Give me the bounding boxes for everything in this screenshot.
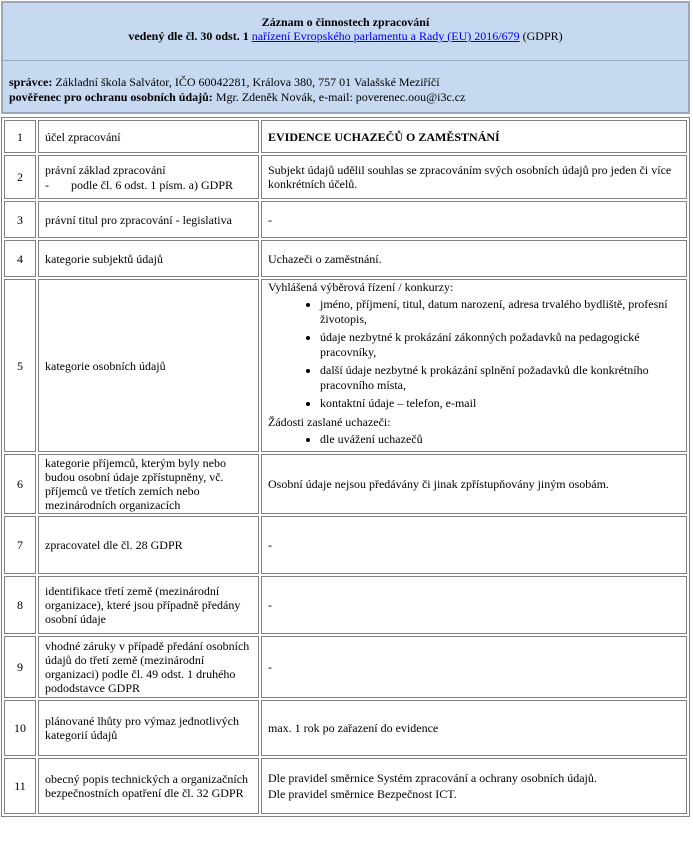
dpo-value: Mgr. Zdeněk Novák, e-mail: poverenec.oou@i3c.cz [215,90,466,104]
row-value: - [261,201,687,238]
row-value: - [261,516,687,574]
table-row [4,155,687,199]
legal-basis-article: podle čl. 6 odst. 1 písm. a) GDPR [71,177,233,192]
row-value: Subjekt údajů udělil souhlas se zpracováním svých osobních údajů pro jeden či více konkrétních účelů. [261,155,687,199]
row-label: kategorie osobních údajů [38,279,259,452]
competition-intro: Vyhlášená výběrová řízení / konkurzy: [268,280,454,294]
table-row [4,240,687,277]
table-row [4,576,687,634]
subtitle-suffix: (GDPR) [522,29,563,43]
record-subtitle [3,29,688,43]
record-header [1,1,690,114]
applications-intro: Žádosti zaslané uchazeči: [268,415,391,429]
legal-basis-sub [45,178,252,192]
record-document [1,1,690,817]
row-label: obecný popis technických a organizačních bezpečnostních opatření dle čl. 32 GDPR [38,758,259,814]
row-label: kategorie příjemců, kterým byly nebo budou osobní údaje zpřístupněny, vč. příjemců ve třetích zemích nebo mezinárodních organizacích [38,454,259,514]
list-item: • kontaktní údaje – telefon, e-mail [320,396,680,411]
row-number: 10 [4,700,36,756]
gdpr-regulation-link[interactable]: nařízení Evropského parlamentu a Rady (EU) 2016/679 [251,29,520,43]
row-label: plánované lhůty pro výmaz jednotlivých kategorií údajů [38,700,259,756]
row-number: 11 [4,758,36,814]
row-number: 3 [4,201,36,238]
table-row [4,758,687,814]
legal-basis-label: právní základ zpracování [45,162,166,177]
list-item: • další údaje nezbytné k prokázání splnění požadavků dle konkrétního pracovního místa, [320,363,680,393]
row-number: 4 [4,240,36,277]
purpose-value: EVIDENCE UCHAZEČŮ O ZAMĚSTNÁNÍ [261,120,687,153]
list-item: • dle uvážení uchazečů [320,432,680,447]
table-row [4,454,687,514]
dpo-line [9,90,465,105]
applications-list [268,432,680,447]
table-row [4,516,687,574]
personal-data-categories [261,279,687,452]
table-row [4,120,687,153]
row-number: 7 [4,516,36,574]
row-number: 8 [4,576,36,634]
list-item: • údaje nezbytné k prokázání zákonných požadavků na pedagogické pracovníky, [320,330,680,360]
row-value: - [261,576,687,634]
record-title: Záznam o činnostech zpracování [261,15,430,29]
row-label: právní titul pro zpracování - legislativa [38,201,259,238]
subtitle-prefix: vedený dle čl. 30 odst. 1 [128,29,249,43]
row-number: 6 [4,454,36,514]
table-row [4,700,687,756]
list-item: • jméno, příjmení, titul, datum narození, adresa trvalého bydliště, profesní životopis, [320,297,680,327]
dpo-label: pověřenec pro ochranu osobních údajů: [9,90,213,104]
controller-line [9,75,465,90]
row-label: identifikace třetí země (mezinárodní organizace), které jsou případně předány osobní údaje [38,576,259,634]
row-label: účel zpracování [38,120,259,153]
row-value: Uchazeči o zaměstnání. [261,240,687,277]
header-info [9,75,465,105]
row-number: 9 [4,636,36,698]
row-label [38,155,259,199]
table-row [4,279,687,452]
row-value: - [261,636,687,698]
security-policy-line: Dle pravidel směrnice Bezpečnost ICT. [268,787,457,801]
row-label: kategorie subjektů údajů [38,240,259,277]
row-number: 1 [4,120,36,153]
header-divider [3,60,688,61]
row-number: 2 [4,155,36,199]
row-value: max. 1 rok po zařazení do evidence [261,700,687,756]
table-row [4,636,687,698]
list-dash: - [45,177,49,192]
row-number: 5 [4,279,36,452]
row-value: Osobní údaje nejsou předávány či jinak zpřístupňovány jiným osobám. [261,454,687,514]
controller-label: správce: [9,75,53,89]
row-label: zpracovatel dle čl. 28 GDPR [38,516,259,574]
record-table [1,117,690,817]
row-value [261,758,687,814]
security-policy-line: Dle pravidel směrnice Systém zpracování a ochrany osobních údajů. [268,771,597,785]
row-label: vhodné záruky v případě předání osobních údajů do třetí země (mezinárodní organizaci) podle čl. 49 odst. 1 druhého pododstavce GDPR [38,636,259,698]
controller-value: Základní škola Salvátor, IČO 60042281, Králova 380, 757 01 Valašské Meziříčí [55,75,440,89]
table-row [4,201,687,238]
data-category-list [268,297,680,411]
